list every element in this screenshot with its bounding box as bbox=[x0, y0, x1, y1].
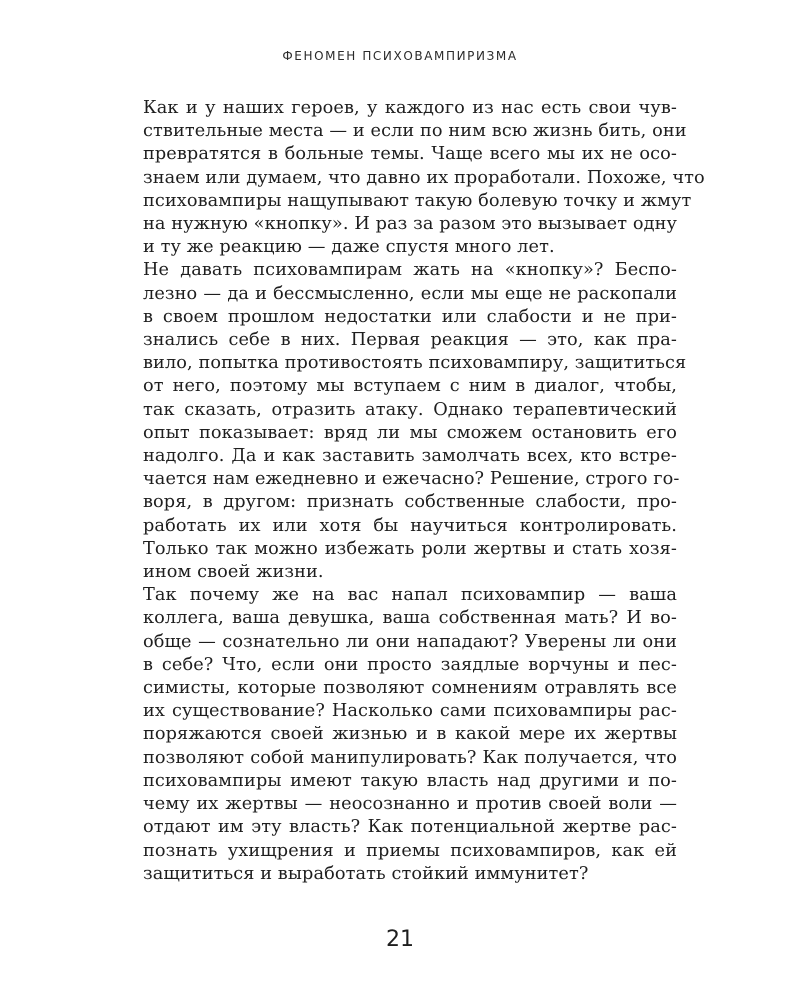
text-line: вило, попытка противостоять психовампиру, защититься bbox=[143, 353, 687, 374]
text-line: воря, в другом: признать собственные слабости, про- bbox=[143, 492, 677, 513]
text-line: коллега, ваша девушка, ваша собственная мать? И во- bbox=[143, 608, 677, 629]
text-line: Как и у наших героев, у каждого из нас есть свои чув- bbox=[143, 98, 677, 118]
text-line: Так почему же на вас напал психовампир — ваша bbox=[143, 585, 677, 606]
text-line: на нужную «кнопку». И раз за разом это вызывает одну bbox=[143, 214, 677, 235]
text-line: чается нам ежедневно и ежечасно? Решение, строго го- bbox=[143, 469, 680, 490]
text-line: отдают им эту власть? Как потенциальной жертве рас- bbox=[143, 817, 677, 838]
text-line: так сказать, отразить атаку. Однако терапевтический bbox=[143, 399, 677, 420]
text-line: работать их или хотя бы научиться контролировать. bbox=[143, 515, 677, 536]
page-number: 21 bbox=[386, 927, 414, 952]
text-line: превратятся в больные темы. Чаще всего мы их не осо- bbox=[143, 144, 677, 165]
text-line: их существование? Насколько сами психовампиры рас- bbox=[143, 701, 677, 722]
text-line: опыт показывает: вряд ли мы сможем остановить его bbox=[143, 422, 677, 443]
paragraph bbox=[113, 97, 705, 259]
text-line: знались себе в них. Первая реакция — это, как пра- bbox=[143, 330, 677, 351]
text-line: обще — сознательно ли они нападают? Уверены ли они bbox=[143, 631, 677, 652]
text-line: защититься и выработать стойкий иммунитет? bbox=[143, 863, 589, 884]
text-line: позволяют собой манипулировать? Как получается, что bbox=[143, 747, 677, 768]
text-line: психовампиры нащупывают такую болевую точку и жмут bbox=[143, 190, 692, 211]
running-head: ФЕНОМЕН ПСИХОВАМПИРИЗМА bbox=[282, 49, 518, 63]
text-line: Не давать психовампирам жать на «кнопку»? Беспо- bbox=[143, 260, 677, 281]
text-line: от него, поэтому мы вступаем с ним в диалог, чтобы, bbox=[143, 376, 677, 397]
text-line: надолго. Да и как заставить замолчать всех, кто встре- bbox=[143, 446, 677, 467]
text-line: знаем или думаем, что давно их проработали. Похоже, что bbox=[143, 167, 705, 188]
text-line: в себе? Что, если они просто заядлые ворчуны и пес- bbox=[143, 654, 677, 675]
text-line: поряжаются своей жизнью и в какой мере их жертвы bbox=[143, 724, 677, 745]
body-text bbox=[113, 97, 705, 886]
paragraph bbox=[113, 584, 677, 886]
text-line: в своем прошлом недостатки или слабости и не при- bbox=[143, 306, 677, 327]
text-line: ином своей жизни. bbox=[143, 562, 324, 583]
paragraph bbox=[113, 259, 687, 584]
text-line: чему их жертвы — неосознанно и против своей воли — bbox=[143, 794, 677, 815]
text-line: познать ухищрения и приемы психовампиров, как ей bbox=[143, 840, 677, 861]
text-line: и ту же реакцию — даже спустя много лет. bbox=[143, 237, 555, 258]
text-line: лезно — да и бессмысленно, если мы еще не раскопали bbox=[143, 283, 677, 304]
text-line: психовампиры имеют такую власть над другими и по- bbox=[143, 770, 677, 791]
text-line: Только так можно избежать роли жертвы и стать хозя- bbox=[143, 538, 677, 559]
text-line: симисты, которые позволяют сомнениям отравлять все bbox=[143, 678, 677, 699]
text-line: ствительные места — и если по ним всю жизнь бить, они bbox=[143, 121, 687, 142]
